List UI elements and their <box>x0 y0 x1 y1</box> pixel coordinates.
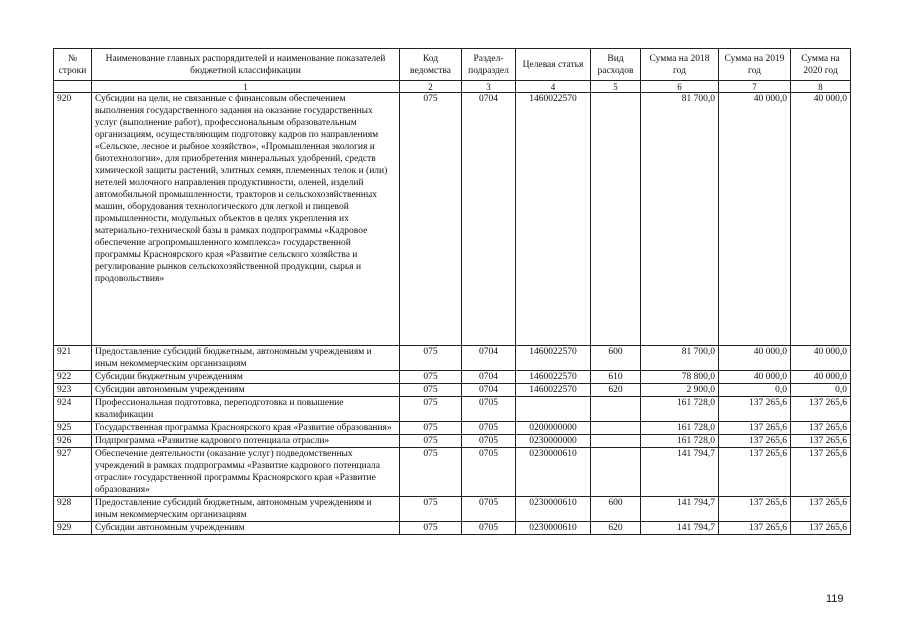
row-target-article: 1460022570 <box>516 371 591 384</box>
header-sum-2019: Сумма на 2019 год <box>719 49 791 81</box>
row-dept-code: 075 <box>400 371 462 384</box>
column-number: 8 <box>791 81 851 93</box>
header-dept-code: Код ведомства <box>400 49 462 81</box>
row-number: 924 <box>54 397 92 422</box>
row-name: Субсидии бюджетным учреждениям <box>92 371 400 384</box>
budget-table <box>53 48 851 535</box>
row-expense-type <box>591 435 641 448</box>
row-expense-type: 620 <box>591 522 641 535</box>
row-sum-2018: 141 794,7 <box>641 522 719 535</box>
row-sum-2019: 137 265,6 <box>719 497 791 522</box>
column-number: 4 <box>516 81 591 93</box>
header-sum-2020: Сумма на 2020 год <box>791 49 851 81</box>
row-section: 0705 <box>462 435 516 448</box>
row-sum-2020: 137 265,6 <box>791 522 851 535</box>
table-row <box>54 497 851 522</box>
row-sum-2018: 78 800,0 <box>641 371 719 384</box>
column-number: 7 <box>719 81 791 93</box>
row-name: Государственная программа Красноярского края «Развитие образования» <box>92 422 400 435</box>
row-sum-2020: 137 265,6 <box>791 497 851 522</box>
row-number: 923 <box>54 384 92 397</box>
page-number: 119 <box>826 593 844 605</box>
row-target-article <box>516 397 591 422</box>
table-row <box>54 435 851 448</box>
row-name: Профессиональная подготовка, переподготовка и повышение квалификации <box>92 397 400 422</box>
header-section: Раздел-подраздел <box>462 49 516 81</box>
row-dept-code: 075 <box>400 435 462 448</box>
row-sum-2019: 137 265,6 <box>719 448 791 497</box>
row-dept-code: 075 <box>400 422 462 435</box>
row-sum-2020: 0,0 <box>791 384 851 397</box>
table-row <box>54 371 851 384</box>
row-name: Субсидии автономным учреждениям <box>92 522 400 535</box>
row-sum-2019: 0,0 <box>719 384 791 397</box>
row-name: Предоставление субсидий бюджетным, автономным учреждениям и иным некоммерческим организациям <box>92 497 400 522</box>
column-number: 2 <box>400 81 462 93</box>
row-expense-type: 610 <box>591 371 641 384</box>
row-sum-2020: 137 265,6 <box>791 435 851 448</box>
row-name: Субсидии на цели, не связанные с финансовым обеспечением выполнения государственного задания на оказание государственных услуг (выполнение работ), профессиональным образовательным организациям, осуществляющим подготовку кадров по направлениям «Сельское, лесное и рыбное хозяйство», «Промышленная экология и биотехнологии», для приобретения минеральных удобрений, средств химической защиты растений, элитных семян, племенных телок и (или) нетелей молочного направления продуктивности, оленей, изделий автомобильной промышленности, тракторов и сельскохозяйственных машин, оборудования технологического для легкой и пищевой промышленности, модульных объектов в целях укрепления их материально-технической базы в рамках подпрограммы «Кадровое обеспечение агропромышленного комплекса» государственной программы Красноярского края «Развитие сельского хозяйства и регулирование рынков сельскохозяйственной продукции, сырья и продовольствия» <box>92 93 400 346</box>
column-number: 5 <box>591 81 641 93</box>
row-target-article: 0230000000 <box>516 435 591 448</box>
table-row <box>54 522 851 535</box>
row-sum-2018: 2 900,0 <box>641 384 719 397</box>
row-target-article: 0230000610 <box>516 522 591 535</box>
column-number: 1 <box>92 81 400 93</box>
table-row <box>54 397 851 422</box>
row-sum-2020: 137 265,6 <box>791 448 851 497</box>
row-sum-2019: 137 265,6 <box>719 422 791 435</box>
row-expense-type <box>591 448 641 497</box>
header-target-article: Целевая статья <box>516 49 591 81</box>
row-sum-2018: 161 728,0 <box>641 435 719 448</box>
row-sum-2019: 137 265,6 <box>719 522 791 535</box>
row-sum-2018: 141 794,7 <box>641 448 719 497</box>
table-row <box>54 448 851 497</box>
header-row <box>54 49 851 81</box>
row-target-article: 1460022570 <box>516 346 591 371</box>
row-sum-2018: 81 700,0 <box>641 346 719 371</box>
column-number: 3 <box>462 81 516 93</box>
column-numbers-row <box>54 81 851 93</box>
row-section: 0705 <box>462 448 516 497</box>
row-expense-type: 600 <box>591 497 641 522</box>
row-section: 0705 <box>462 522 516 535</box>
row-section: 0704 <box>462 93 516 346</box>
row-sum-2019: 40 000,0 <box>719 93 791 346</box>
row-dept-code: 075 <box>400 93 462 346</box>
row-dept-code: 075 <box>400 346 462 371</box>
row-number: 926 <box>54 435 92 448</box>
row-target-article: 1460022570 <box>516 384 591 397</box>
row-target-article: 0200000000 <box>516 422 591 435</box>
column-number: 6 <box>641 81 719 93</box>
row-section: 0705 <box>462 497 516 522</box>
row-sum-2020: 40 000,0 <box>791 371 851 384</box>
row-section: 0704 <box>462 371 516 384</box>
header-expense-type: Вид расходов <box>591 49 641 81</box>
row-sum-2019: 137 265,6 <box>719 397 791 422</box>
row-expense-type: 600 <box>591 346 641 371</box>
row-target-article: 1460022570 <box>516 93 591 346</box>
row-number: 922 <box>54 371 92 384</box>
row-name: Подпрограмма «Развитие кадрового потенциала отрасли» <box>92 435 400 448</box>
table-row <box>54 422 851 435</box>
row-number: 927 <box>54 448 92 497</box>
row-number: 920 <box>54 93 92 346</box>
row-number: 921 <box>54 346 92 371</box>
row-expense-type <box>591 422 641 435</box>
row-sum-2018: 141 794,7 <box>641 497 719 522</box>
row-name: Обеспечение деятельности (оказание услуг) подведомственных учреждений в рамках подпрограммы «Развитие кадрового потенциала отрасли» государственной программы Красноярского края «Развитие образования» <box>92 448 400 497</box>
row-target-article: 0230000610 <box>516 497 591 522</box>
row-number: 928 <box>54 497 92 522</box>
row-sum-2020: 40 000,0 <box>791 346 851 371</box>
row-dept-code: 075 <box>400 522 462 535</box>
row-dept-code: 075 <box>400 384 462 397</box>
column-number <box>54 81 92 93</box>
row-section: 0704 <box>462 346 516 371</box>
row-section: 0704 <box>462 384 516 397</box>
row-sum-2019: 137 265,6 <box>719 435 791 448</box>
row-sum-2018: 161 728,0 <box>641 397 719 422</box>
row-dept-code: 075 <box>400 497 462 522</box>
row-expense-type <box>591 397 641 422</box>
row-number: 929 <box>54 522 92 535</box>
row-section: 0705 <box>462 397 516 422</box>
row-number: 925 <box>54 422 92 435</box>
table-row <box>54 384 851 397</box>
header-sum-2018: Сумма на 2018 год <box>641 49 719 81</box>
row-sum-2018: 81 700,0 <box>641 93 719 346</box>
row-name: Предоставление субсидий бюджетным, автономным учреждениям и иным некоммерческим организациям <box>92 346 400 371</box>
row-target-article: 0230000610 <box>516 448 591 497</box>
row-sum-2020: 137 265,6 <box>791 422 851 435</box>
header-name: Наименование главных распорядителей и наименование показателей бюджетной классификации <box>92 49 400 81</box>
row-sum-2020: 40 000,0 <box>791 93 851 346</box>
row-section: 0705 <box>462 422 516 435</box>
row-sum-2020: 137 265,6 <box>791 397 851 422</box>
row-sum-2019: 40 000,0 <box>719 346 791 371</box>
row-name: Субсидии автономным учреждениям <box>92 384 400 397</box>
header-row-number: № строки <box>54 49 92 81</box>
row-dept-code: 075 <box>400 397 462 422</box>
row-sum-2019: 40 000,0 <box>719 371 791 384</box>
row-expense-type <box>591 93 641 346</box>
table-row <box>54 93 851 346</box>
row-expense-type: 620 <box>591 384 641 397</box>
row-dept-code: 075 <box>400 448 462 497</box>
row-sum-2018: 161 728,0 <box>641 422 719 435</box>
table-row <box>54 346 851 371</box>
